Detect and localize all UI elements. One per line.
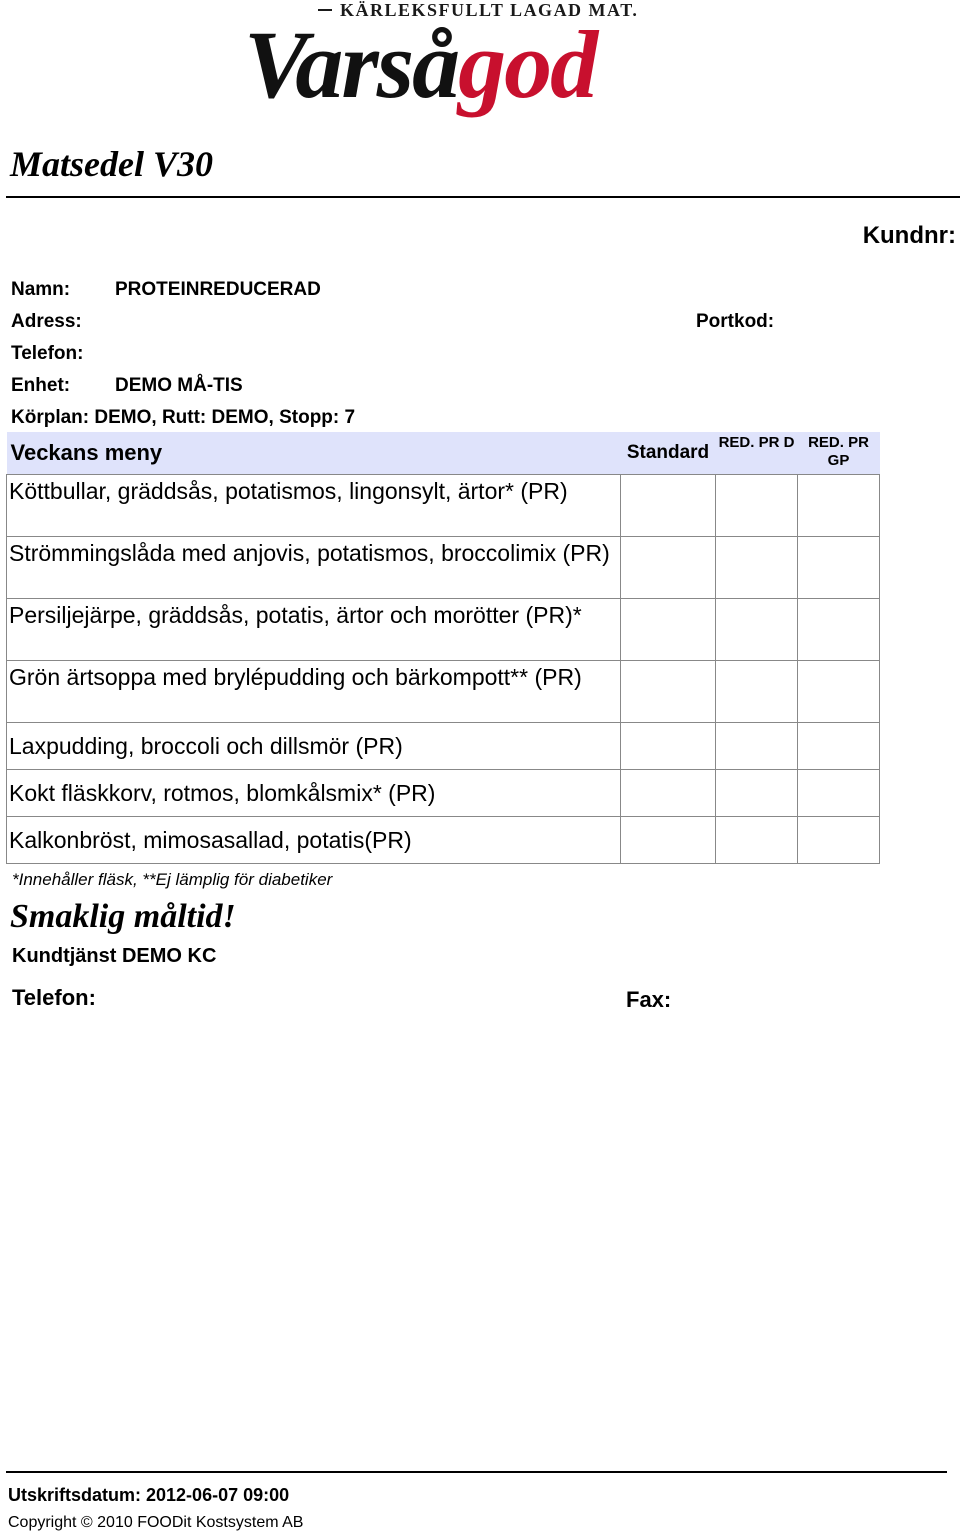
col-standard: Standard bbox=[621, 432, 716, 475]
dish-text: Laxpudding, broccoli och dillsmör (PR) bbox=[7, 723, 621, 770]
name-label: Namn: bbox=[11, 279, 71, 300]
kundnr-label: Kundnr: bbox=[862, 222, 956, 249]
greeting: Smaklig måltid! bbox=[10, 898, 236, 935]
dish-text: Kokt fläskkorv, rotmos, blomkålsmix* (PR) bbox=[7, 770, 621, 817]
menu-row bbox=[7, 475, 880, 537]
logo-word-black: Varså bbox=[244, 11, 459, 118]
standard-checkbox[interactable] bbox=[621, 661, 716, 723]
standard-checkbox[interactable] bbox=[621, 723, 716, 770]
col-red-prgp: RED. PR GP bbox=[798, 432, 880, 475]
unit-label: Enhet: bbox=[11, 375, 71, 396]
name-value: PROTEINREDUCERAD bbox=[115, 279, 321, 300]
red-prgp-checkbox[interactable] bbox=[798, 475, 880, 537]
unit-row bbox=[11, 374, 243, 398]
dish-text: Kalkonbröst, mimosasallad, potatis(PR) bbox=[7, 817, 621, 864]
red-prd-checkbox[interactable] bbox=[716, 770, 798, 817]
red-prd-checkbox[interactable] bbox=[716, 723, 798, 770]
red-prgp-checkbox[interactable] bbox=[798, 599, 880, 661]
red-prgp-checkbox[interactable] bbox=[798, 770, 880, 817]
phone-label: Telefon: bbox=[11, 343, 84, 364]
red-prgp-checkbox[interactable] bbox=[798, 817, 880, 864]
red-prgp-checkbox[interactable] bbox=[798, 661, 880, 723]
menu-table bbox=[6, 432, 880, 864]
red-prd-checkbox[interactable] bbox=[716, 817, 798, 864]
red-prd-checkbox[interactable] bbox=[716, 599, 798, 661]
print-date: Utskriftsdatum: 2012-06-07 09:00 bbox=[8, 1485, 290, 1505]
dish-text: Persiljejärpe, gräddsås, potatis, ärtor och morötter (PR)* bbox=[7, 599, 621, 661]
varsagod-logo bbox=[244, 10, 596, 120]
standard-checkbox[interactable] bbox=[621, 599, 716, 661]
standard-checkbox[interactable] bbox=[621, 770, 716, 817]
menu-row bbox=[7, 817, 880, 864]
logo-word-red: god bbox=[458, 11, 597, 118]
logo-tagline: KÄRLEKSFULLT LAGAD MAT. bbox=[318, 0, 648, 21]
menu-row bbox=[7, 599, 880, 661]
dish-text: Grön ärtsoppa med brylépudding och bärkompott** (PR) bbox=[7, 661, 621, 723]
address-label: Adress: bbox=[11, 311, 82, 332]
page-title: Matsedel V30 bbox=[10, 144, 213, 184]
menu-row bbox=[7, 723, 880, 770]
footnote: *Innehåller fläsk, **Ej lämplig för diabetiker bbox=[12, 870, 333, 889]
menu-heading: Veckans meny bbox=[7, 432, 621, 475]
red-prgp-checkbox[interactable] bbox=[798, 723, 880, 770]
red-prd-checkbox[interactable] bbox=[716, 475, 798, 537]
customer-service: Kundtjänst DEMO KC bbox=[12, 945, 217, 967]
name-row bbox=[11, 278, 321, 302]
red-prd-checkbox[interactable] bbox=[716, 537, 798, 599]
standard-checkbox[interactable] bbox=[621, 817, 716, 864]
portkod-label: Portkod: bbox=[696, 311, 775, 332]
service-phone-label: Telefon: bbox=[12, 985, 96, 1010]
route-info: Körplan: DEMO, Rutt: DEMO, Stopp: 7 bbox=[11, 407, 356, 428]
dish-text: Köttbullar, gräddsås, potatismos, lingonsylt, ärtor* (PR) bbox=[7, 475, 621, 537]
menu-row bbox=[7, 537, 880, 599]
red-prd-checkbox[interactable] bbox=[716, 661, 798, 723]
bottom-divider bbox=[6, 1471, 947, 1473]
standard-checkbox[interactable] bbox=[621, 537, 716, 599]
unit-value: DEMO MÅ-TIS bbox=[115, 375, 243, 396]
menu-row bbox=[7, 770, 880, 817]
copyright: Copyright © 2010 FOODit Kostsystem AB bbox=[8, 1514, 304, 1531]
red-prgp-checkbox[interactable] bbox=[798, 537, 880, 599]
col-red-prd: RED. PR D bbox=[716, 432, 798, 475]
menu-row bbox=[7, 661, 880, 723]
standard-checkbox[interactable] bbox=[621, 475, 716, 537]
menu-header-row bbox=[7, 432, 880, 475]
top-divider bbox=[6, 196, 960, 198]
dish-text: Strömmingslåda med anjovis, potatismos, broccolimix (PR) bbox=[7, 537, 621, 599]
service-fax-label: Fax: bbox=[626, 987, 672, 1012]
